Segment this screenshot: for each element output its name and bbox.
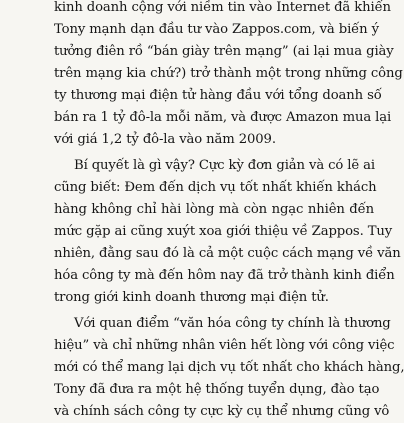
- text-line: hiệu” và chỉ những nhân viên hết lòng với công việc: [54, 338, 395, 353]
- text-line: trong giới kinh doanh thương mại điện tử.: [54, 290, 329, 305]
- text-line: tưởng điên rồ “bán giày trên mạng” (ai lại mua giày: [54, 44, 394, 59]
- text-line: kinh doanh cộng với niềm tin vào Internet đã khiến: [54, 0, 391, 15]
- text-line: cũng biết: Đem đến dịch vụ tốt nhất khiến khách: [54, 180, 377, 195]
- text-line: trên mạng kia chứ?) trở thành một trong những công: [54, 66, 403, 81]
- text-line: hóa công ty mà đến hôm nay đã trở thành kinh điển: [54, 268, 395, 283]
- text-line: với giá 1,2 tỷ đô-la vào năm 2009.: [54, 132, 276, 147]
- text-line: ty thương mại điện tử hàng đầu với tổng doanh số: [54, 88, 382, 103]
- text-line: mức gặp ai cũng xuýt xoa giới thiệu về Zappos. Tuy: [54, 224, 393, 239]
- text-line: Với quan điểm “văn hóa công ty chính là thương: [74, 316, 391, 331]
- text-line: Tony đã đưa ra một hệ thống tuyển dụng, đào tạo: [54, 382, 380, 397]
- text-line: hàng không chỉ hài lòng mà còn ngạc nhiên đến: [54, 202, 374, 217]
- text-line: mới có thể mang lại dịch vụ tốt nhất cho khách hàng,: [54, 360, 404, 375]
- text-line: và chính sách công ty cực kỳ cụ thể nhưng cũng vô: [54, 404, 390, 419]
- text-line: nhiên, đằng sau đó là cả một cuộc cách mạng về văn: [54, 246, 401, 261]
- text-line: Bí quyết là gì vậy? Cực kỳ đơn giản và có lẽ ai: [74, 158, 375, 173]
- text-line: bán ra 1 tỷ đô-la mỗi năm, và được Amazon mua lại: [54, 110, 392, 125]
- text-line: Tony mạnh dạn đầu tư vào Zappos.com, và biến ý: [54, 22, 379, 37]
